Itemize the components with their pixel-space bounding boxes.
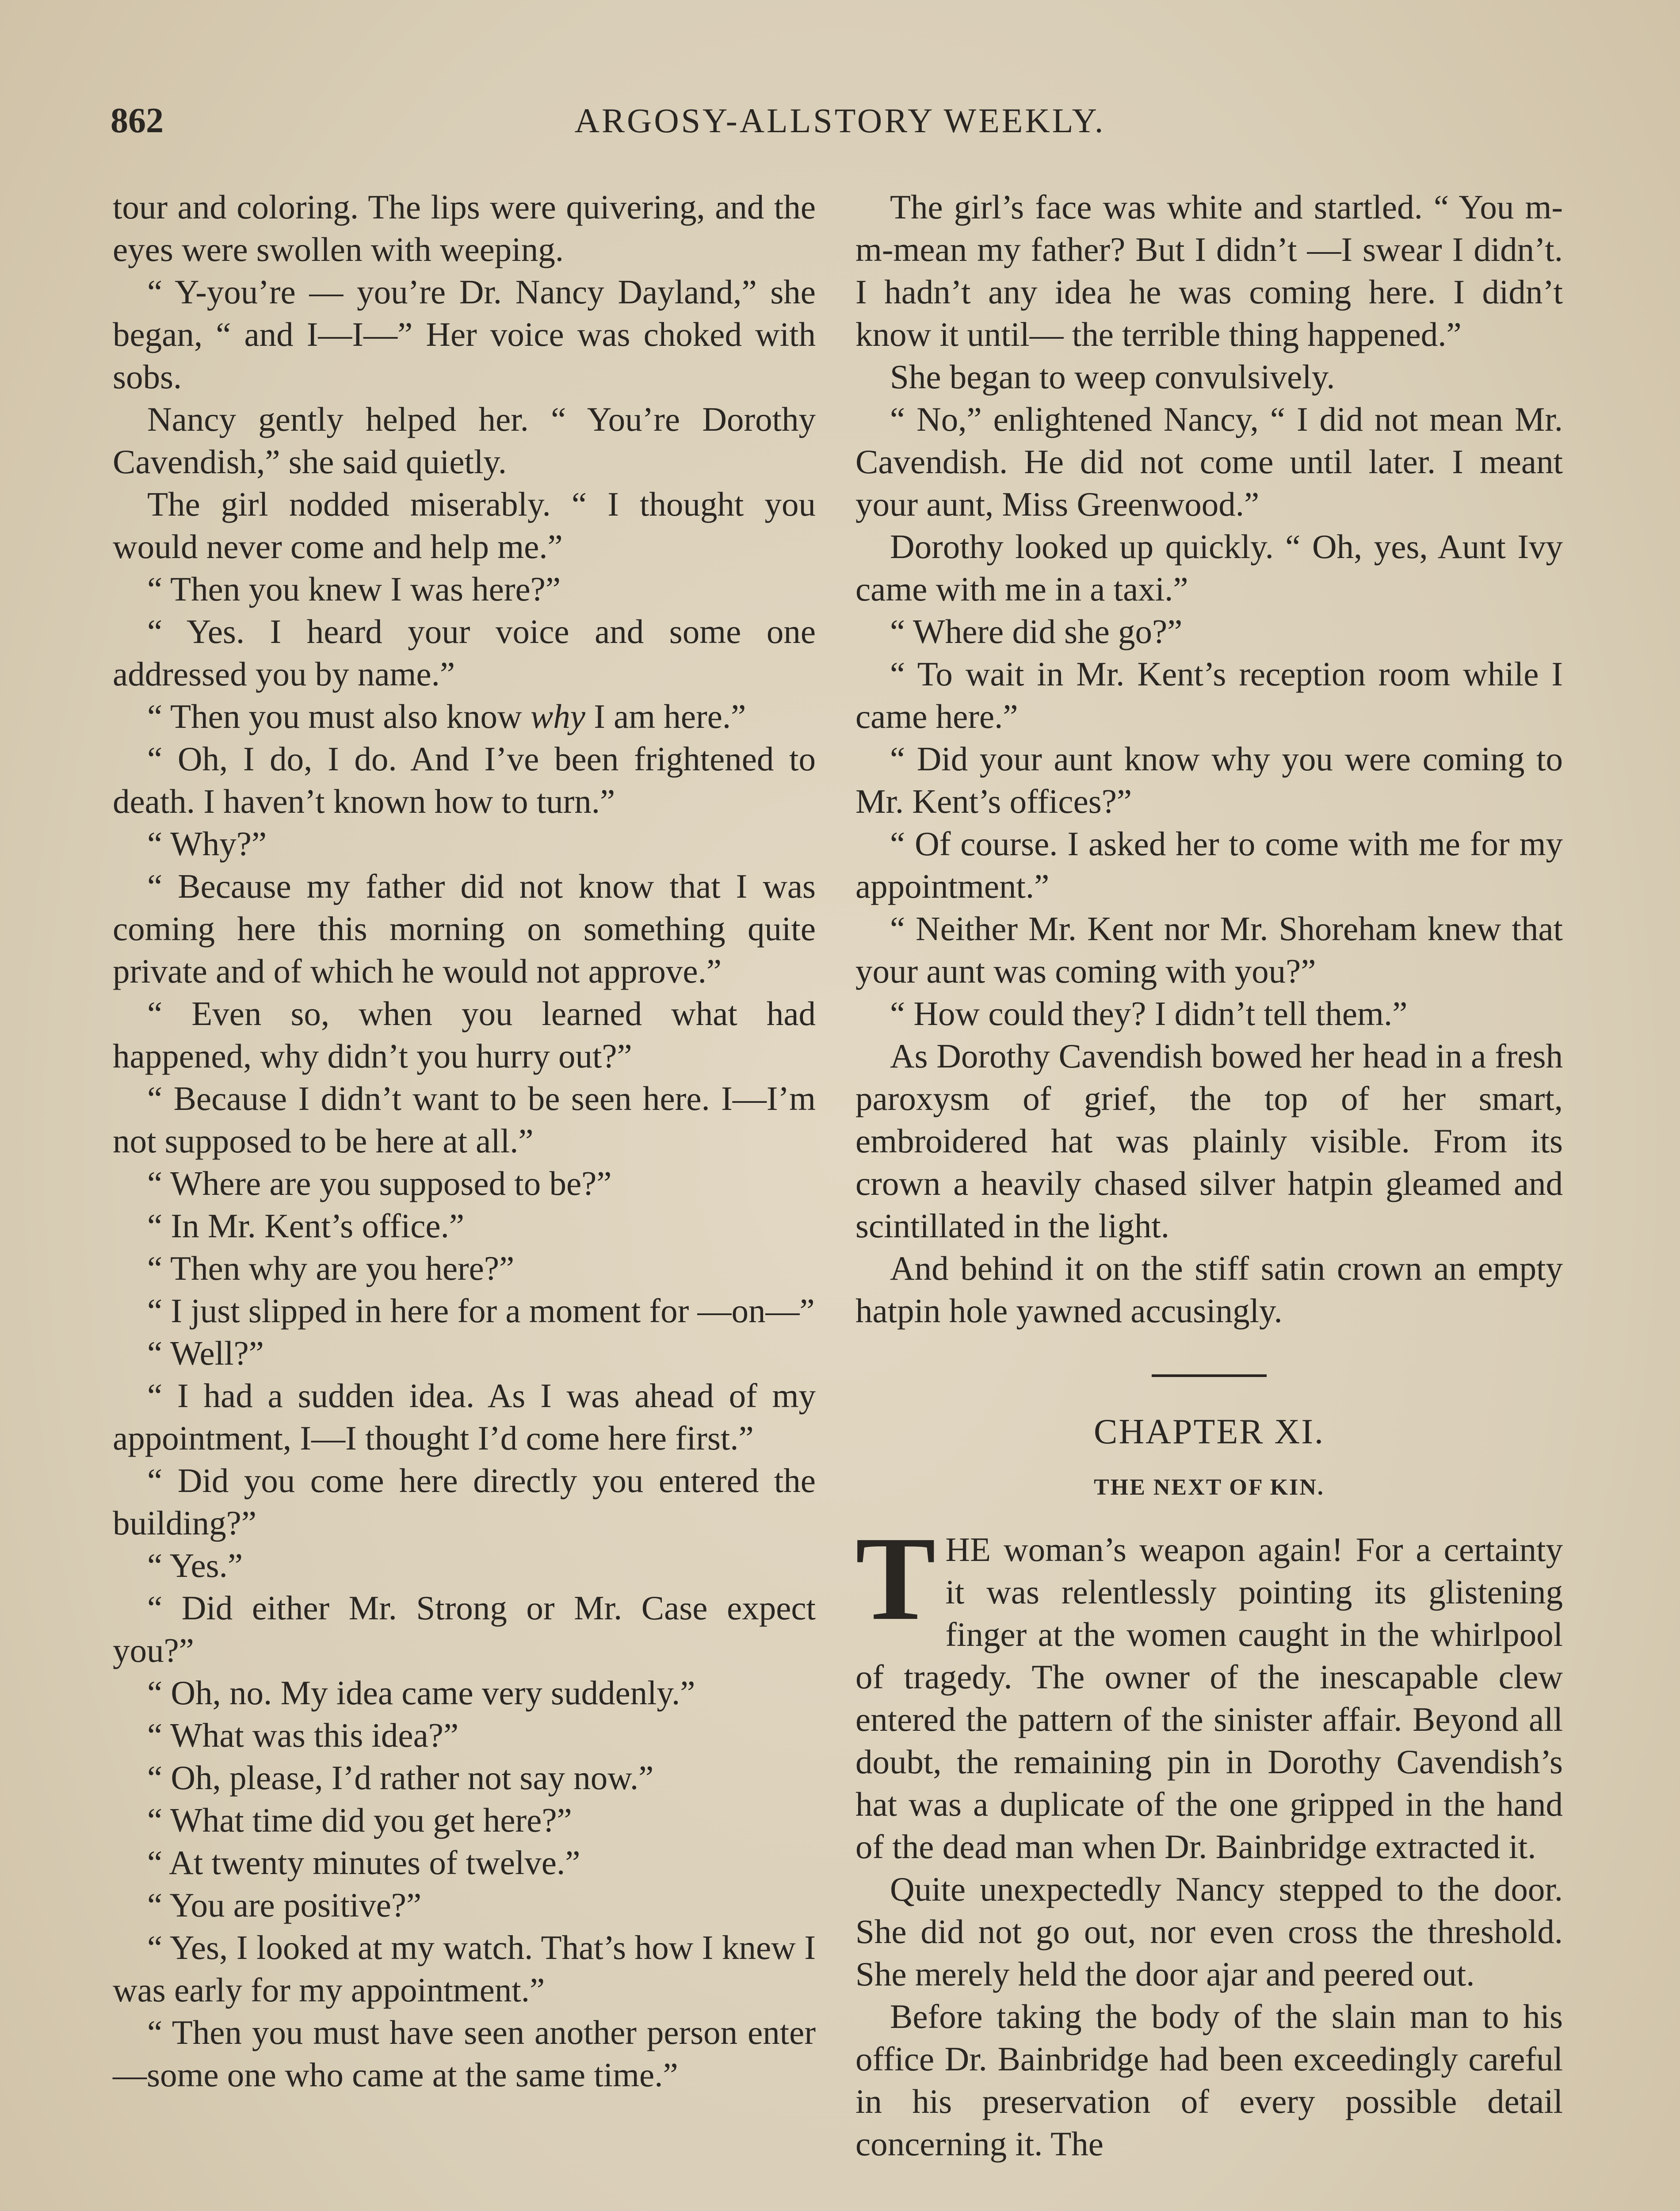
italic-word: why (530, 697, 585, 735)
paragraph: Dorothy looked up quickly. “ Oh, yes, Aunt Ivy came with me in a taxi.” (855, 528, 1563, 608)
paragraph: “ Even so, when you learned what had happened, why didn’t you hurry out?” (113, 995, 816, 1075)
paragraph: “ You are positive?” (147, 1886, 422, 1924)
paragraph: “ Did your aunt know why you were coming to Mr. Kent’s offices?” (855, 740, 1563, 820)
paragraph: “ I just slipped in here for a moment for —on—” (147, 1292, 815, 1330)
paragraph: “ Because I didn’t want to be seen here. I—I’m not supposed to be here at all.” (113, 1079, 816, 1160)
paragraph: “ Y-you’re — you’re Dr. Nancy Dayland,” she began, “ and I—I—” Her voice was choked with sobs. (113, 273, 816, 396)
paragraph: “ At twenty minutes of twelve.” (147, 1844, 580, 1882)
paragraph: “ Then you knew I was here?” (147, 570, 561, 608)
paragraph: The girl nodded miserably. “ I thought you would never come and help me.” (113, 485, 816, 566)
paragraph: “ Why?” (147, 825, 267, 863)
paragraph: “ Neither Mr. Kent nor Mr. Shoreham knew that your aunt was coming with you?” (855, 910, 1563, 990)
paragraph: Before taking the body of the slain man to his office Dr. Bainbridge had been exceedingly careful in his preservation of every possible detail concerning it. The (855, 1997, 1563, 2163)
paragraph (113, 695, 816, 738)
paragraph-text: “ Then you must also know (147, 697, 522, 735)
paragraph-text: I am here.” (594, 697, 746, 735)
paragraph: “ Of course. I asked her to come with me for my appointment.” (855, 825, 1563, 905)
paragraph: “ Oh, please, I’d rather not say now.” (147, 1759, 654, 1797)
paragraph: “ No,” enlightened Nancy, “ I did not mean Mr. Cavendish. He did not come until later. I meant your aunt, Miss Greenwood.” (855, 400, 1563, 523)
paragraph: “ Then why are you here?” (147, 1249, 515, 1287)
paragraph: “ Well?” (147, 1334, 264, 1372)
paragraph: “ What was this idea?” (147, 1716, 459, 1754)
paragraph: “ Oh, I do, I do. And I’ve been frightened to death. I haven’t known how to turn.” (113, 740, 816, 820)
section-divider (1152, 1374, 1267, 1377)
paragraph: As Dorothy Cavendish bowed her head in a fresh paroxysm of grief, the top of her smart, embroidered hat was plainly visible. From its crown a heavily chased silver hatpin gleamed and scintillated in the light. (855, 1037, 1563, 1245)
paragraph: “ Yes. I heard your voice and some one addressed you by name.” (113, 612, 816, 693)
paragraph: “ Yes.” (147, 1546, 243, 1584)
right-column (855, 186, 1563, 2165)
paragraph: “ Did either Mr. Strong or Mr. Case expect you?” (113, 1589, 816, 1669)
paragraph: “ Then you must have seen another person enter—some one who came at the same time.” (113, 2013, 816, 2094)
paragraph: And behind it on the stiff satin crown an empty hatpin hole yawned accusingly. (855, 1249, 1563, 1330)
paragraph-text: HE woman’s weapon again! For a certainty it was relentlessly pointing its glistening finger at the women caught in the whirlpool of tragedy. The owner of the inescapable clew entered the pattern of the sinister affair. Beyond all doubt, the remaining pin in Dorothy Cavendish’s hat was a duplicate of the one gripped in the hand of the dead man when Dr. Bainbridge extracted it. (855, 1530, 1563, 1866)
paragraph: “ I had a sudden idea. As I was ahead of my appointment, I—I thought I’d come here first.” (113, 1377, 816, 1457)
paragraph: “ Where are you supposed to be?” (147, 1164, 612, 1202)
paragraph: “ In Mr. Kent’s office.” (147, 1207, 465, 1245)
paragraph: “ To wait in Mr. Kent’s reception room while I came here.” (855, 655, 1563, 735)
paragraph: “ Yes, I looked at my watch. That’s how I knew I was early for my appointment.” (113, 1928, 816, 2009)
chapter-heading: CHAPTER XI. (1094, 1412, 1325, 1451)
paragraph: She began to weep convulsively. (890, 358, 1335, 396)
paragraph: “ Did you come here directly you entered the building?” (113, 1461, 816, 1542)
running-head: ARGOSY-ALLSTORY WEEKLY. (574, 101, 1106, 140)
paragraph: tour and coloring. The lips were quivering, and the eyes were swollen with weeping. (113, 188, 816, 268)
paragraph: Quite unexpectedly Nancy stepped to the door. She did not go out, nor even cross the threshold. She merely held the door ajar and peered out. (855, 1870, 1563, 1993)
drop-cap: T (855, 1512, 936, 1645)
page-number: 862 (111, 101, 164, 140)
paragraph: The girl’s face was white and startled. “ You m-m-mean my father? But I didn’t —I swear I didn’t. I hadn’t any idea he was coming here. I didn’t know it until— the terrible thing happened.” (855, 188, 1563, 353)
paragraph: “ How could they? I didn’t tell them.” (890, 995, 1408, 1033)
chapter-subheading: THE NEXT OF KIN. (1094, 1475, 1325, 1500)
paragraph: “ What time did you get here?” (147, 1801, 572, 1839)
paragraph: “ Because my father did not know that I was coming here this morning on something quite private and of which he would not approve.” (113, 867, 816, 990)
paragraph (855, 1512, 1563, 1868)
paragraph: “ Oh, no. My idea came very suddenly.” (147, 1674, 695, 1712)
paragraph: Nancy gently helped her. “ You’re Dorothy Cavendish,” she said quietly. (113, 400, 816, 481)
paragraph: “ Where did she go?” (890, 612, 1183, 650)
left-column (113, 186, 816, 2096)
